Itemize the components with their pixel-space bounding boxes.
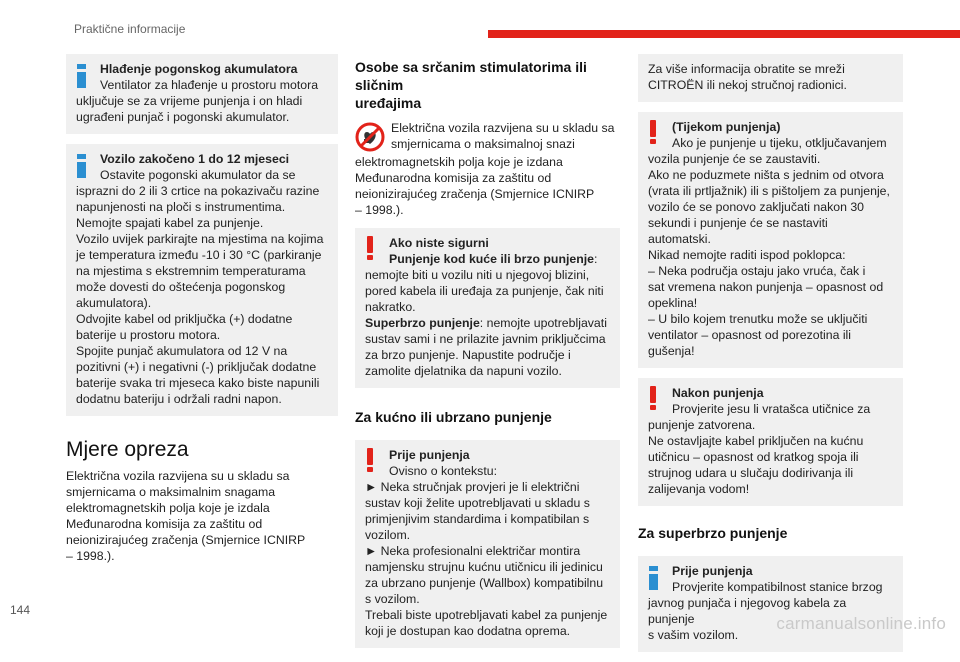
box-title: Hlađenje pogonskog akumulatora (100, 62, 298, 76)
box-title: Vozilo zakočeno 1 do 12 mjeseci (100, 152, 290, 166)
box-text: uključuje se za vrijeme punjenja i on hladi (76, 94, 303, 108)
section-heading: Za kućno ili ubrzano punjenje (355, 409, 552, 425)
box-title: Nakon punjenja (672, 386, 764, 400)
watermark: carmanualsonline.info (776, 614, 946, 633)
box-title: Prije punjenja (672, 564, 753, 578)
paragraph-line: Električna vozila razvijena su u skladu sa (66, 469, 290, 483)
box-text: – Neka područja ostaju jako vruća, čak i (648, 264, 866, 278)
box-bold-text: Superbrzo punjenje (365, 316, 480, 330)
paragraph-line: Međunarodna komisija za zaštitu od (355, 171, 552, 185)
box-text: : (593, 252, 598, 266)
box-text: namjensku strujnu kućnu utičnicu ili jedinicu (365, 560, 603, 574)
box-text: s vozilom. (365, 592, 420, 606)
box-text: CITROËN ili nekoj stručnoj radionici. (648, 78, 847, 92)
paragraph-line: smjernicama o maksimalnim snagama (66, 485, 276, 499)
box-text: Trebali biste upotrebljavati kabel za punjenje (365, 608, 608, 622)
box-text: : nemojte upotrebljavati (479, 316, 607, 330)
box-text: koji je dostupan kao dodatna oprema. (365, 624, 571, 638)
column-2 (355, 54, 620, 658)
box-text: punjenje zatvorena. (648, 418, 756, 432)
warning-icon (367, 236, 373, 260)
warning-box-before-charging (355, 440, 620, 648)
box-text: Odvojite kabel od priključka (+) dodatne (76, 312, 293, 326)
box-text: Ako je punjenje u tijeku, otključavanjem (672, 136, 887, 150)
column-3 (638, 54, 903, 662)
box-text: Provjerite jesu li vratašca utičnice za (672, 402, 871, 416)
box-text: (vrata ili prtljažnik) ili s pištoljem za punjenje, (648, 184, 890, 198)
box-text: opeklina! (648, 296, 698, 310)
box-text: Ako ne poduzmete ništa s jednim od otvora (648, 168, 884, 182)
paragraph-line: elektromagnetskih polja koje je izdala (66, 501, 270, 515)
box-text: isprazni do 2 ili 3 crtice na pokazivaču razine (76, 184, 320, 198)
box-text: primjenjivim standardima i kompatibilan s (365, 512, 590, 526)
contact-box (638, 54, 903, 102)
box-text: za ubrzano punjenje (Wallbox) kompatibilnu (365, 576, 604, 590)
info-icon (77, 64, 86, 88)
section-heading: Za superbrzo punjenje (638, 525, 788, 541)
paragraph-line: smjernicama o maksimalnoj snazi (391, 137, 575, 151)
box-text: javnog punjača i njegovog kabela za punjenje (648, 596, 847, 626)
warning-box-after-charging (638, 378, 903, 506)
box-text: ugrađeni punjač i pogonski akumulator. (76, 110, 290, 124)
box-text: gušenja! (648, 344, 695, 358)
box-text: sekundi i punjenje će se nastaviti automatski. (648, 216, 828, 246)
box-text: pored kabela ili uređaja za punjenje, čak niti (365, 284, 604, 298)
box-text: može dovesti do oštećenja pogonskog (76, 280, 286, 294)
box-text: nemojte biti u vozilu niti u njegovoj blizini, (365, 268, 590, 282)
paragraph-line: neionizirajućeg zračenja (Smjernice ICNIRP (355, 187, 595, 201)
info-icon (649, 566, 658, 590)
box-text: Ventilator za hlađenje u prostoru motora (100, 78, 319, 92)
paragraph-line: Električna vozila razvijena su u skladu sa (391, 121, 615, 135)
box-text: vozilom. (365, 528, 411, 542)
warning-box-unsure (355, 228, 620, 388)
box-text: baterije svaka tri mjeseca kako biste napunili (76, 376, 320, 390)
box-text: nakratko. (365, 300, 416, 314)
box-text: zalijevanja vodom! (648, 482, 750, 496)
box-text: Ne ostavljajte kabel priključen na kućnu (648, 434, 864, 448)
box-text: sustav koji želite upotrebljavati u skladu s (365, 496, 590, 510)
paragraph-line: Međunarodna komisija za zaštitu od (66, 517, 263, 531)
box-text: s vašim vozilom. (648, 628, 739, 642)
box-text: Nikad nemojte raditi ispod poklopca: (648, 248, 846, 262)
pacemaker-paragraph (355, 120, 620, 218)
paragraph-line: – 1998.). (66, 549, 115, 563)
box-text: strujnog udara u slučaju dodirivanja ili (648, 466, 854, 480)
box-bold-text: Punjenje kod kuće ili brzo punjenje (389, 252, 594, 266)
box-title: Ako niste sigurni (389, 236, 489, 250)
box-text: Spojite punjač akumulatora od 12 V na (76, 344, 288, 358)
box-text: akumulatora). (76, 296, 152, 310)
paragraph-line: elektromagnetskih polja koje je izdana (355, 155, 563, 169)
box-text: ► Neka stručnjak provjeri je li električni (365, 480, 580, 494)
box-text: vozilo će se ponovo zaključati nakon 30 (648, 200, 865, 214)
pacemaker-icon (355, 122, 385, 152)
subsection-heading: uređajima (355, 95, 422, 111)
box-text: na mjestima s ekstremnim temperaturama (76, 264, 306, 278)
box-text: za brzo punjenje. Napustite područje i (365, 348, 571, 362)
box-text: ► Neka profesionalni električar montira (365, 544, 581, 558)
box-text: Vozilo uvijek parkirajte na mjestima na kojima (76, 232, 324, 246)
box-text: ventilator – opasnost od porezotina ili (648, 328, 852, 342)
box-text: Za više informacija obratite se mreži (648, 62, 845, 76)
info-box-superfast (638, 556, 903, 652)
box-text: baterije u prostoru motora. (76, 328, 221, 342)
box-text: Ostavite pogonski akumulator da se (100, 168, 296, 182)
box-text: vozila punjenje će se zaustaviti. (648, 152, 821, 166)
box-text: Provjerite kompatibilnost stanice brzog (672, 580, 883, 594)
paragraph-line: neionizirajućeg zračenja (Smjernice ICNIRP (66, 533, 306, 547)
warning-icon (367, 448, 373, 472)
box-title: (Tijekom punjenja) (672, 120, 781, 134)
box-text: Ovisno o kontekstu: (389, 464, 497, 478)
warning-box-during-charging (638, 112, 903, 368)
box-title: Prije punjenja (389, 448, 470, 462)
box-text: sustav sami i ne prilazite javnim priključcima (365, 332, 606, 346)
running-header: Praktične informacije (74, 22, 186, 36)
header-accent-bar (488, 30, 960, 38)
info-box-storage (66, 144, 338, 416)
box-text: je temperatura između -10 i 30 °C (parkiranje (76, 248, 322, 262)
warning-icon (650, 386, 656, 410)
box-text (365, 251, 610, 267)
warning-icon (650, 120, 656, 144)
info-box-cooling (66, 54, 338, 134)
box-text: dodatnu bateriju i održali radni napon. (76, 392, 282, 406)
box-text: pozitivni (+) i negativni (-) priključak dodatne (76, 360, 317, 374)
column-1 (66, 54, 338, 564)
box-text: – U bilo kojem trenutku može se uključiti (648, 312, 868, 326)
page-number: 144 (10, 603, 31, 617)
box-text: zamolite djelatnika da napuni vozilo. (365, 364, 562, 378)
section-heading: Mjere opreza (66, 438, 189, 461)
box-text: Nemojte spajati kabel za punjenje. (76, 216, 264, 230)
info-icon (77, 154, 86, 178)
subsection-heading: Osobe sa srčanim stimulatorima ili sličnim (355, 59, 587, 93)
box-text: sat vremena nakon punjenja – opasnost od (648, 280, 884, 294)
paragraph-line: – 1998.). (355, 203, 404, 217)
box-text: napunjenosti na ploči s instrumentima. (76, 200, 286, 214)
box-text (365, 315, 610, 331)
box-text: utičnicu – opasnost od kratkog spoja ili (648, 450, 859, 464)
